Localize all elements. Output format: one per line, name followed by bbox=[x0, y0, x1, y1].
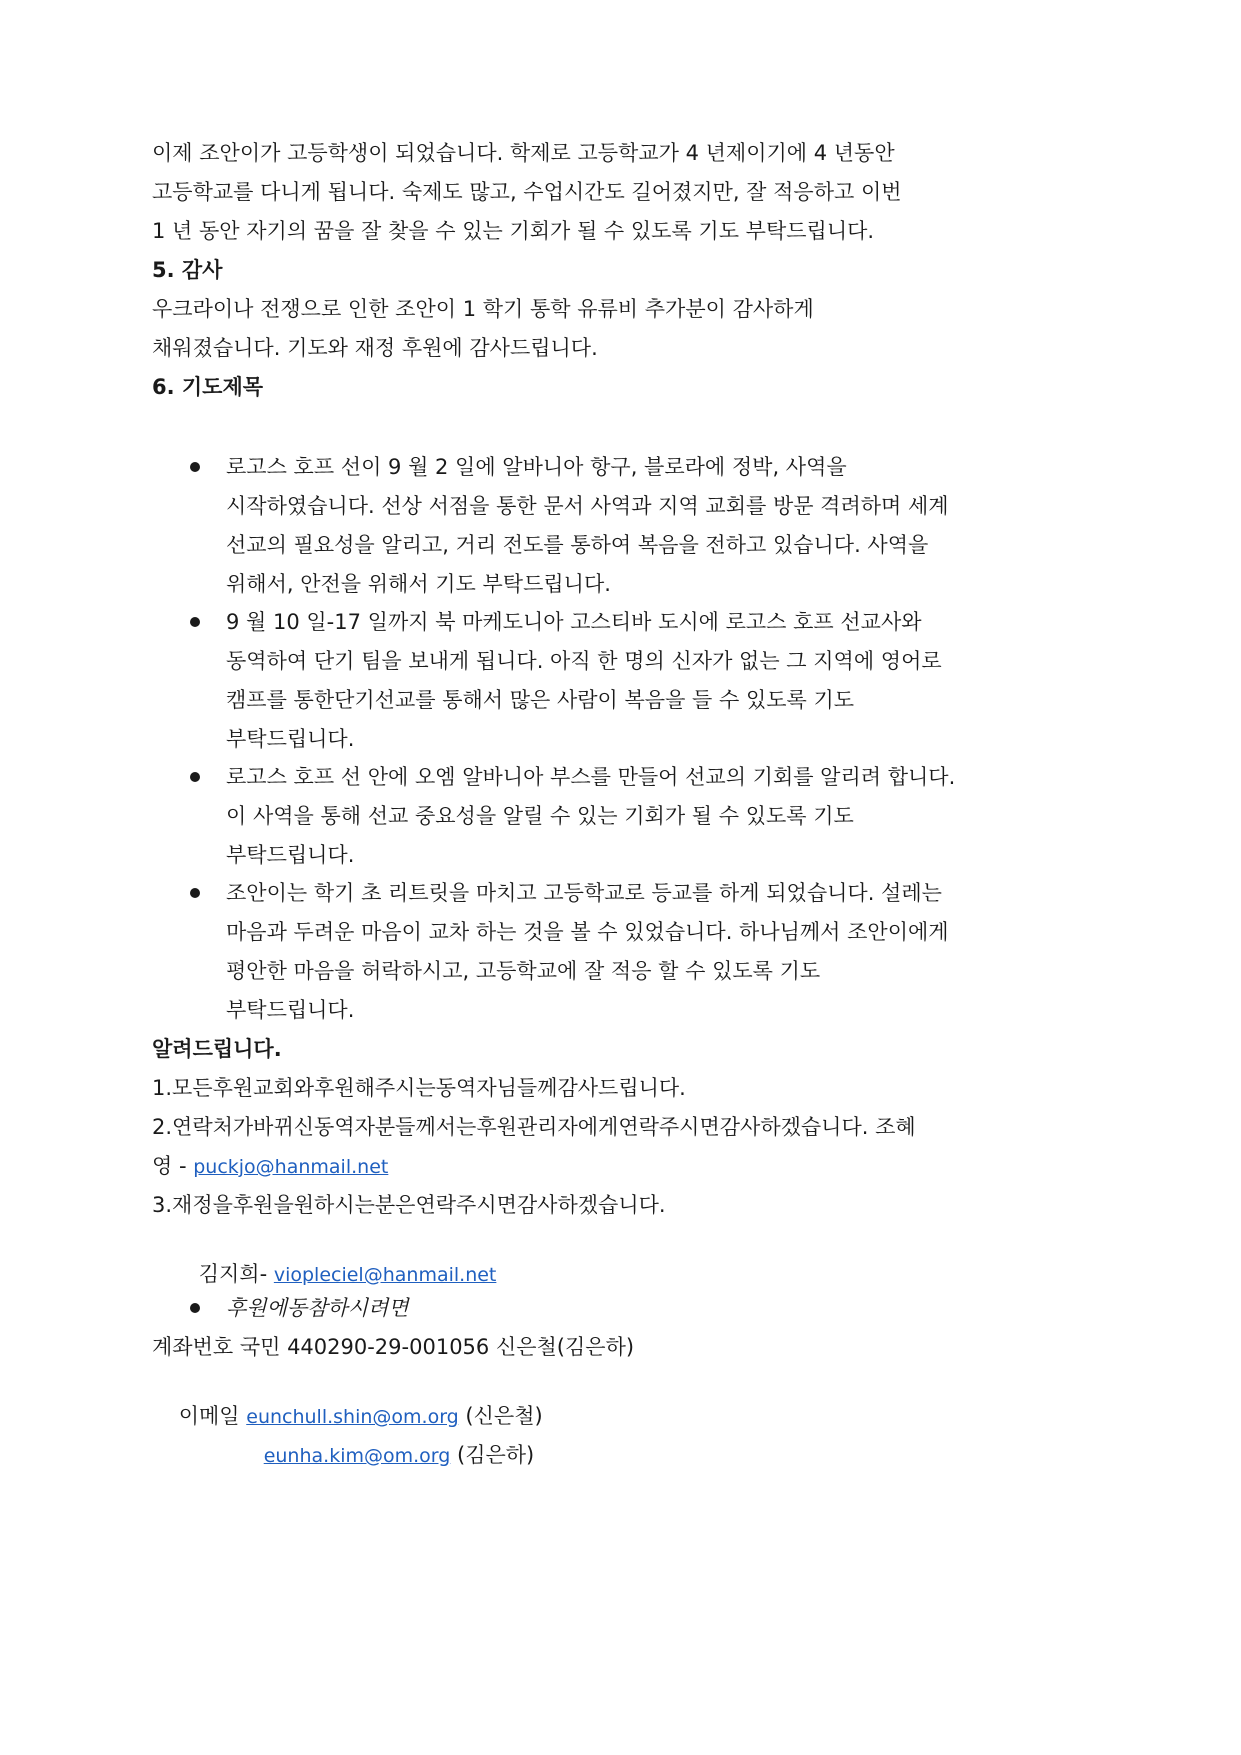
prayer-item-4-line-4: 부탁드립니다. bbox=[226, 998, 355, 1022]
prayer-item-1-line-1: 로고스 호프 선이 9 월 2 일에 알바니아 항구, 블로라에 정박, 사역을 bbox=[226, 455, 847, 479]
email-label: 이메일 bbox=[178, 1404, 247, 1428]
notice-heading: 알려드립니다. bbox=[152, 1037, 282, 1061]
email-2-name: (김은하) bbox=[450, 1443, 535, 1467]
bank-account: 계좌번호 국민 440290-29-001056 신은철(김은하) bbox=[152, 1335, 635, 1359]
eunchull-email-link[interactable]: eunchull.shin@om.org bbox=[246, 1406, 459, 1428]
prayer-item-3-line-3: 부탁드립니다. bbox=[226, 843, 355, 867]
bullet-icon bbox=[190, 617, 200, 627]
section-5-heading: 5. 감사 bbox=[152, 258, 223, 282]
bullet-icon bbox=[190, 772, 200, 782]
prayer-item-1-line-4: 위해서, 안전을 위해서 기도 부탁드립니다. bbox=[226, 572, 611, 596]
notice-line-2: 2.연락처가바뀌신동역자분들께서는후원관리자에게연락주시면감사하겠습니다. 조혜 bbox=[152, 1115, 916, 1139]
notice-line-4: 3.재정을후원을원하시는분은연락주시면감사하겠습니다. bbox=[152, 1193, 666, 1217]
prayer-item-1-line-3: 선교의 필요성을 알리고, 거리 전도를 통하여 복음을 전하고 있습니다. 사역을 bbox=[226, 533, 929, 557]
prayer-item-3-line-1: 로고스 호프 선 안에 오엠 알바니아 부스를 만들어 선교의 기회를 알리려 합니다. bbox=[226, 765, 956, 789]
notice-line-1: 1.모든후원교회와후원해주시는동역자님들께감사드립니다. bbox=[152, 1076, 686, 1100]
email-line-2 bbox=[237, 1410, 534, 1501]
section-5-line-2: 채워졌습니다. 기도와 재정 후원에 감사드립니다. bbox=[152, 336, 598, 360]
viopleciel-email-link[interactable]: viopleciel@hanmail.net bbox=[273, 1264, 497, 1286]
prayer-item-2-line-1: 9 월 10 일-17 일까지 북 마케도니아 고스티바 도시에 로고스 호프 선교사와 bbox=[226, 610, 922, 634]
bullet-icon bbox=[190, 888, 200, 898]
section-6-heading: 6. 기도제목 bbox=[152, 375, 264, 399]
prayer-item-3-line-2: 이 사역을 통해 선교 중요성을 알릴 수 있는 기회가 될 수 있도록 기도 bbox=[226, 804, 854, 828]
notice-line-3 bbox=[152, 1151, 388, 1182]
bullet-icon bbox=[190, 1303, 200, 1313]
email-1-name: (신은철) bbox=[458, 1404, 543, 1428]
intro-line-2: 고등학교를 다니게 됩니다. 숙제도 많고, 수업시간도 길어졌지만, 잘 적응하고 이번 bbox=[152, 180, 902, 204]
bullet-icon bbox=[190, 462, 200, 472]
prayer-item-2-line-2: 동역하여 단기 팀을 보내게 됩니다. 아직 한 명의 신자가 없는 그 지역에 영어로 bbox=[226, 649, 942, 673]
eunha-email-link[interactable]: eunha.kim@om.org bbox=[263, 1445, 451, 1467]
prayer-item-4-line-1: 조안이는 학기 초 리트릿을 마치고 고등학교로 등교를 하게 되었습니다. 설레는 bbox=[226, 881, 942, 905]
puckjo-email-link[interactable]: puckjo@hanmail.net bbox=[193, 1156, 389, 1178]
prayer-item-2-line-4: 부탁드립니다. bbox=[226, 727, 355, 751]
notice-line-3-prefix: 영 - bbox=[152, 1154, 194, 1178]
intro-line-3: 1 년 동안 자기의 꿈을 잘 찾을 수 있는 기회가 될 수 있도록 기도 부탁드립니다. bbox=[152, 219, 875, 243]
prayer-item-4-line-2: 마음과 두려운 마음이 교차 하는 것을 볼 수 있었습니다. 하나님께서 조안이에게 bbox=[226, 920, 949, 944]
prayer-item-4-line-3: 평안한 마음을 허락하시고, 고등학교에 잘 적응 할 수 있도록 기도 bbox=[226, 959, 821, 983]
notice-line-5-prefix: 김지희- bbox=[178, 1262, 274, 1286]
intro-line-1: 이제 조안이가 고등학생이 되었습니다. 학제로 고등학교가 4 년제이기에 4 년동안 bbox=[152, 141, 895, 165]
section-5-line-1: 우크라이나 전쟁으로 인한 조안이 1 학기 통학 유류비 추가분이 감사하게 bbox=[152, 297, 814, 321]
prayer-item-1-line-2: 시작하였습니다. 선상 서점을 통한 문서 사역과 지역 교회를 방문 격려하며 세계 bbox=[226, 494, 949, 518]
support-bullet-text: 후원에동참하시려면 bbox=[226, 1296, 409, 1320]
prayer-item-2-line-3: 캠프를 통한단기선교를 통해서 많은 사람이 복음을 들 수 있도록 기도 bbox=[226, 688, 855, 712]
